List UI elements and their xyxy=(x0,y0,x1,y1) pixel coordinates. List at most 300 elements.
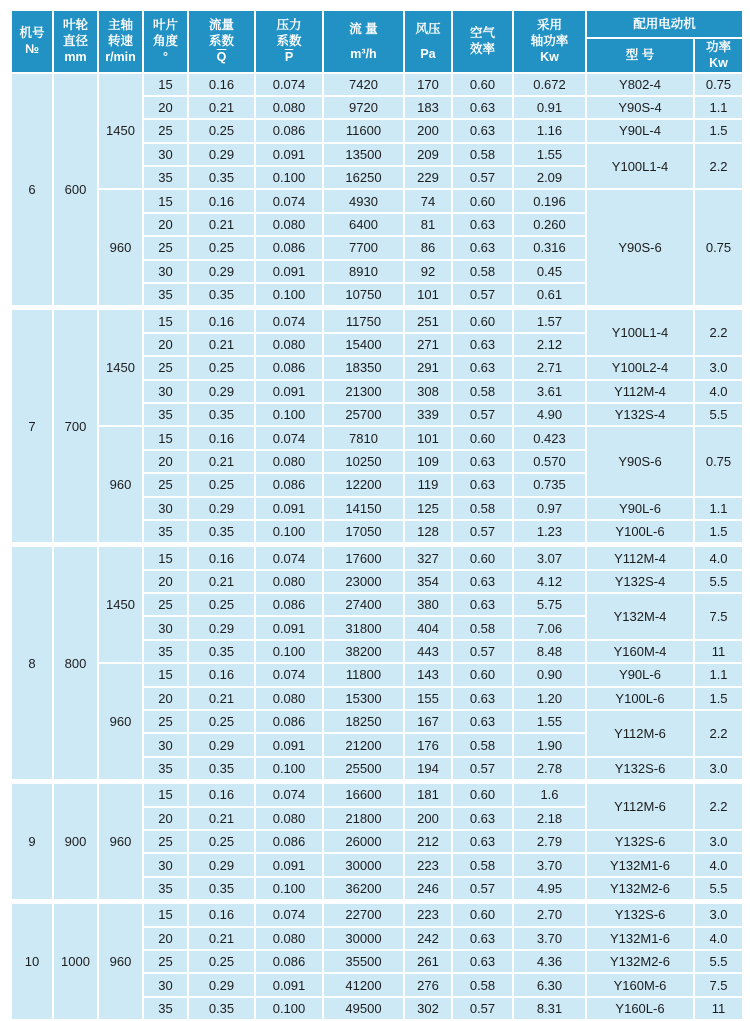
cell-motor-power: 4.0 xyxy=(694,545,743,570)
cell-pressure-coefficient: 0.074 xyxy=(255,73,323,96)
cell-flow-rate: 30000 xyxy=(323,853,404,876)
cell-air-efficiency: 0.57 xyxy=(452,403,513,426)
cell-motor-model: Y90L-6 xyxy=(586,497,694,520)
cell-flow-rate: 25500 xyxy=(323,757,404,782)
cell-air-efficiency: 0.57 xyxy=(452,997,513,1020)
cell-pressure-coefficient: 0.091 xyxy=(255,853,323,876)
cell-flow-rate: 17600 xyxy=(323,545,404,570)
cell-blade-angle: 35 xyxy=(143,283,188,308)
cell-flow-rate: 12200 xyxy=(323,473,404,496)
cell-shaft-power: 1.90 xyxy=(513,733,586,756)
cell-motor-model: Y132S-4 xyxy=(586,570,694,593)
cell-flow-coefficient: 0.29 xyxy=(188,853,255,876)
cell-pressure-coefficient: 0.080 xyxy=(255,570,323,593)
cell-flow-coefficient: 0.35 xyxy=(188,640,255,663)
cell-motor-model: Y90S-6 xyxy=(586,426,694,496)
cell-pressure-coefficient: 0.100 xyxy=(255,877,323,902)
cell-blade-angle: 20 xyxy=(143,927,188,950)
cell-flow-rate: 31800 xyxy=(323,616,404,639)
cell-air-efficiency: 0.63 xyxy=(452,213,513,236)
header-motor-model: 型 号 xyxy=(586,38,694,73)
cell-motor-model: Y100L1-4 xyxy=(586,143,694,190)
cell-motor-model: Y112M-4 xyxy=(586,545,694,570)
cell-pressure-coefficient: 0.086 xyxy=(255,473,323,496)
cell-flow-coefficient: 0.21 xyxy=(188,927,255,950)
cell-wind-pressure: 229 xyxy=(404,166,452,189)
cell-wind-pressure: 339 xyxy=(404,403,452,426)
cell-air-efficiency: 0.63 xyxy=(452,96,513,119)
cell-flow-coefficient: 0.21 xyxy=(188,570,255,593)
cell-shaft-power: 4.90 xyxy=(513,403,586,426)
cell-wind-pressure: 327 xyxy=(404,545,452,570)
cell-shaft-power: 2.71 xyxy=(513,356,586,379)
cell-motor-model: Y132S-4 xyxy=(586,403,694,426)
cell-machine-no: 8 xyxy=(11,545,53,782)
cell-blade-angle: 15 xyxy=(143,426,188,449)
cell-blade-angle: 35 xyxy=(143,640,188,663)
table-row xyxy=(11,902,743,927)
cell-air-efficiency: 0.60 xyxy=(452,782,513,807)
cell-shaft-power: 2.09 xyxy=(513,166,586,189)
cell-motor-power: 7.5 xyxy=(694,593,743,640)
cell-air-efficiency: 0.63 xyxy=(452,333,513,356)
cell-blade-angle: 25 xyxy=(143,356,188,379)
cell-flow-coefficient: 0.35 xyxy=(188,997,255,1020)
cell-flow-rate: 13500 xyxy=(323,143,404,166)
cell-shaft-power: 0.61 xyxy=(513,283,586,308)
cell-shaft-power: 0.316 xyxy=(513,236,586,259)
cell-shaft-power: 3.61 xyxy=(513,380,586,403)
cell-flow-coefficient: 0.35 xyxy=(188,403,255,426)
cell-flow-coefficient: 0.25 xyxy=(188,593,255,616)
cell-flow-coefficient: 0.16 xyxy=(188,782,255,807)
cell-motor-power: 1.1 xyxy=(694,96,743,119)
cell-motor-power: 2.2 xyxy=(694,143,743,190)
cell-wind-pressure: 200 xyxy=(404,807,452,830)
cell-motor-power: 3.0 xyxy=(694,356,743,379)
cell-shaft-power: 1.57 xyxy=(513,308,586,333)
cell-shaft-power: 1.20 xyxy=(513,687,586,710)
cell-wind-pressure: 209 xyxy=(404,143,452,166)
cell-flow-rate: 36200 xyxy=(323,877,404,902)
cell-motor-model: Y90S-6 xyxy=(586,189,694,307)
cell-shaft-power: 2.18 xyxy=(513,807,586,830)
cell-flow-rate: 7420 xyxy=(323,73,404,96)
cell-air-efficiency: 0.57 xyxy=(452,166,513,189)
cell-wind-pressure: 251 xyxy=(404,308,452,333)
cell-air-efficiency: 0.58 xyxy=(452,260,513,283)
cell-shaft-power: 4.95 xyxy=(513,877,586,902)
cell-blade-angle: 30 xyxy=(143,143,188,166)
cell-shaft-power: 3.07 xyxy=(513,545,586,570)
cell-air-efficiency: 0.60 xyxy=(452,902,513,927)
cell-flow-coefficient: 0.29 xyxy=(188,497,255,520)
cell-wind-pressure: 176 xyxy=(404,733,452,756)
cell-pressure-coefficient: 0.074 xyxy=(255,189,323,212)
cell-flow-coefficient: 0.16 xyxy=(188,902,255,927)
cell-blade-angle: 20 xyxy=(143,213,188,236)
cell-shaft-speed: 960 xyxy=(98,782,143,902)
cell-motor-model: Y160L-6 xyxy=(586,997,694,1020)
cell-shaft-power: 0.97 xyxy=(513,497,586,520)
cell-flow-coefficient: 0.35 xyxy=(188,877,255,902)
cell-flow-coefficient: 0.21 xyxy=(188,450,255,473)
cell-flow-rate: 27400 xyxy=(323,593,404,616)
cell-flow-coefficient: 0.29 xyxy=(188,260,255,283)
cell-pressure-coefficient: 0.100 xyxy=(255,997,323,1020)
cell-impeller-diameter: 900 xyxy=(53,782,98,902)
cell-motor-power: 4.0 xyxy=(694,380,743,403)
table-row xyxy=(11,782,743,807)
cell-shaft-power: 0.91 xyxy=(513,96,586,119)
cell-machine-no: 6 xyxy=(11,73,53,308)
cell-air-efficiency: 0.58 xyxy=(452,853,513,876)
cell-shaft-speed: 960 xyxy=(98,426,143,544)
cell-air-efficiency: 0.63 xyxy=(452,356,513,379)
cell-flow-rate: 21300 xyxy=(323,380,404,403)
cell-motor-power: 1.1 xyxy=(694,497,743,520)
cell-wind-pressure: 443 xyxy=(404,640,452,663)
cell-wind-pressure: 167 xyxy=(404,710,452,733)
cell-blade-angle: 30 xyxy=(143,497,188,520)
cell-blade-angle: 35 xyxy=(143,520,188,545)
cell-flow-rate: 35500 xyxy=(323,950,404,973)
cell-air-efficiency: 0.60 xyxy=(452,189,513,212)
cell-shaft-power: 4.36 xyxy=(513,950,586,973)
cell-blade-angle: 30 xyxy=(143,380,188,403)
cell-motor-power: 0.75 xyxy=(694,426,743,496)
cell-air-efficiency: 0.63 xyxy=(452,830,513,853)
cell-air-efficiency: 0.58 xyxy=(452,380,513,403)
cell-air-efficiency: 0.58 xyxy=(452,616,513,639)
cell-wind-pressure: 242 xyxy=(404,927,452,950)
cell-blade-angle: 35 xyxy=(143,403,188,426)
cell-motor-model: Y112M-6 xyxy=(586,710,694,757)
cell-flow-coefficient: 0.25 xyxy=(188,830,255,853)
cell-motor-power: 5.5 xyxy=(694,950,743,973)
cell-flow-rate: 14150 xyxy=(323,497,404,520)
cell-blade-angle: 35 xyxy=(143,997,188,1020)
cell-motor-power: 2.2 xyxy=(694,308,743,356)
cell-flow-rate: 23000 xyxy=(323,570,404,593)
cell-air-efficiency: 0.60 xyxy=(452,663,513,686)
cell-blade-angle: 20 xyxy=(143,450,188,473)
cell-air-efficiency: 0.63 xyxy=(452,593,513,616)
cell-blade-angle: 25 xyxy=(143,119,188,142)
cell-shaft-speed: 1450 xyxy=(98,545,143,663)
cell-blade-angle: 15 xyxy=(143,189,188,212)
cell-wind-pressure: 128 xyxy=(404,520,452,545)
cell-blade-angle: 25 xyxy=(143,473,188,496)
cell-flow-rate: 41200 xyxy=(323,973,404,996)
cell-flow-rate: 22700 xyxy=(323,902,404,927)
cell-air-efficiency: 0.58 xyxy=(452,497,513,520)
cell-wind-pressure: 223 xyxy=(404,902,452,927)
cell-pressure-coefficient: 0.100 xyxy=(255,640,323,663)
cell-flow-rate: 6400 xyxy=(323,213,404,236)
cell-motor-model: Y90S-4 xyxy=(586,96,694,119)
cell-flow-coefficient: 0.16 xyxy=(188,73,255,96)
cell-flow-rate: 10250 xyxy=(323,450,404,473)
cell-flow-rate: 49500 xyxy=(323,997,404,1020)
cell-pressure-coefficient: 0.100 xyxy=(255,757,323,782)
cell-pressure-coefficient: 0.100 xyxy=(255,520,323,545)
header-impeller-diameter: 叶轮 直径 mm xyxy=(53,10,98,73)
cell-motor-power: 3.0 xyxy=(694,830,743,853)
cell-shaft-speed: 960 xyxy=(98,902,143,1020)
cell-blade-angle: 35 xyxy=(143,757,188,782)
cell-air-efficiency: 0.58 xyxy=(452,973,513,996)
cell-shaft-power: 0.196 xyxy=(513,189,586,212)
cell-flow-rate: 7700 xyxy=(323,236,404,259)
cell-flow-rate: 9720 xyxy=(323,96,404,119)
cell-shaft-power: 6.30 xyxy=(513,973,586,996)
cell-air-efficiency: 0.57 xyxy=(452,877,513,902)
cell-flow-rate: 16600 xyxy=(323,782,404,807)
cell-pressure-coefficient: 0.100 xyxy=(255,403,323,426)
cell-shaft-power: 4.12 xyxy=(513,570,586,593)
cell-motor-power: 2.2 xyxy=(694,782,743,830)
cell-motor-model: Y112M-6 xyxy=(586,782,694,830)
cell-flow-coefficient: 0.16 xyxy=(188,545,255,570)
cell-shaft-speed: 1450 xyxy=(98,73,143,190)
cell-motor-model: Y90L-4 xyxy=(586,119,694,142)
cell-pressure-coefficient: 0.074 xyxy=(255,545,323,570)
cell-pressure-coefficient: 0.086 xyxy=(255,830,323,853)
cell-blade-angle: 30 xyxy=(143,853,188,876)
cell-motor-model: Y132M1-6 xyxy=(586,927,694,950)
cell-wind-pressure: 291 xyxy=(404,356,452,379)
cell-flow-rate: 10750 xyxy=(323,283,404,308)
cell-pressure-coefficient: 0.080 xyxy=(255,927,323,950)
cell-flow-rate: 11800 xyxy=(323,663,404,686)
cell-pressure-coefficient: 0.086 xyxy=(255,236,323,259)
cell-wind-pressure: 101 xyxy=(404,283,452,308)
cell-wind-pressure: 212 xyxy=(404,830,452,853)
cell-wind-pressure: 183 xyxy=(404,96,452,119)
cell-motor-power: 4.0 xyxy=(694,927,743,950)
cell-shaft-power: 0.735 xyxy=(513,473,586,496)
cell-flow-coefficient: 0.25 xyxy=(188,356,255,379)
cell-flow-rate: 7810 xyxy=(323,426,404,449)
cell-air-efficiency: 0.57 xyxy=(452,640,513,663)
cell-flow-coefficient: 0.29 xyxy=(188,143,255,166)
cell-motor-power: 1.5 xyxy=(694,119,743,142)
cell-shaft-power: 1.6 xyxy=(513,782,586,807)
header-flow-coefficient: 流量 系数 $\overline{Q}$ xyxy=(188,10,255,73)
cell-air-efficiency: 0.63 xyxy=(452,473,513,496)
cell-flow-rate: 8910 xyxy=(323,260,404,283)
cell-machine-no: 10 xyxy=(11,902,53,1020)
cell-flow-coefficient: 0.35 xyxy=(188,166,255,189)
cell-blade-angle: 25 xyxy=(143,950,188,973)
cell-pressure-coefficient: 0.100 xyxy=(255,283,323,308)
cell-flow-rate: 25700 xyxy=(323,403,404,426)
cell-motor-model: Y132S-6 xyxy=(586,830,694,853)
header-shaft-speed: 主轴 转速 r/min xyxy=(98,10,143,73)
cell-air-efficiency: 0.57 xyxy=(452,283,513,308)
cell-motor-power: 5.5 xyxy=(694,403,743,426)
cell-impeller-diameter: 800 xyxy=(53,545,98,782)
cell-wind-pressure: 181 xyxy=(404,782,452,807)
cell-flow-rate: 11750 xyxy=(323,308,404,333)
cell-pressure-coefficient: 0.086 xyxy=(255,119,323,142)
cell-flow-rate: 4930 xyxy=(323,189,404,212)
cell-flow-coefficient: 0.16 xyxy=(188,189,255,212)
cell-flow-rate: 30000 xyxy=(323,927,404,950)
cell-blade-angle: 15 xyxy=(143,782,188,807)
fan-spec-table xyxy=(10,9,744,1021)
cell-shaft-power: 1.55 xyxy=(513,710,586,733)
cell-pressure-coefficient: 0.091 xyxy=(255,380,323,403)
cell-blade-angle: 30 xyxy=(143,616,188,639)
cell-flow-coefficient: 0.21 xyxy=(188,333,255,356)
cell-blade-angle: 25 xyxy=(143,830,188,853)
cell-motor-model: Y160M-4 xyxy=(586,640,694,663)
cell-blade-angle: 20 xyxy=(143,96,188,119)
cell-shaft-power: 0.90 xyxy=(513,663,586,686)
cell-flow-coefficient: 0.25 xyxy=(188,473,255,496)
cell-motor-power: 11 xyxy=(694,997,743,1020)
cell-air-efficiency: 0.57 xyxy=(452,757,513,782)
cell-air-efficiency: 0.63 xyxy=(452,927,513,950)
cell-pressure-coefficient: 0.074 xyxy=(255,308,323,333)
cell-motor-power: 7.5 xyxy=(694,973,743,996)
cell-wind-pressure: 101 xyxy=(404,426,452,449)
cell-air-efficiency: 0.63 xyxy=(452,236,513,259)
cell-motor-model: Y132M1-6 xyxy=(586,853,694,876)
cell-shaft-power: 1.16 xyxy=(513,119,586,142)
cell-motor-power: 0.75 xyxy=(694,189,743,307)
cell-motor-model: Y100L-6 xyxy=(586,687,694,710)
cell-flow-coefficient: 0.29 xyxy=(188,973,255,996)
cell-pressure-coefficient: 0.091 xyxy=(255,616,323,639)
cell-wind-pressure: 155 xyxy=(404,687,452,710)
cell-air-efficiency: 0.63 xyxy=(452,119,513,142)
cell-blade-angle: 30 xyxy=(143,260,188,283)
cell-motor-model: Y90L-6 xyxy=(586,663,694,686)
table-row xyxy=(11,545,743,570)
cell-motor-power: 5.5 xyxy=(694,570,743,593)
cell-wind-pressure: 276 xyxy=(404,973,452,996)
cell-shaft-power: 8.31 xyxy=(513,997,586,1020)
cell-wind-pressure: 271 xyxy=(404,333,452,356)
cell-flow-coefficient: 0.35 xyxy=(188,283,255,308)
cell-flow-coefficient: 0.21 xyxy=(188,807,255,830)
cell-pressure-coefficient: 0.080 xyxy=(255,687,323,710)
cell-impeller-diameter: 1000 xyxy=(53,902,98,1020)
cell-air-efficiency: 0.63 xyxy=(452,570,513,593)
cell-wind-pressure: 143 xyxy=(404,663,452,686)
cell-flow-coefficient: 0.21 xyxy=(188,213,255,236)
cell-shaft-power: 1.55 xyxy=(513,143,586,166)
cell-motor-model: Y132M2-6 xyxy=(586,950,694,973)
cell-motor-model: Y132M-4 xyxy=(586,593,694,640)
cell-blade-angle: 25 xyxy=(143,593,188,616)
cell-shaft-speed: 960 xyxy=(98,189,143,307)
header-air-efficiency: 空气 效率 xyxy=(452,10,513,73)
cell-shaft-power: 5.75 xyxy=(513,593,586,616)
table-row xyxy=(11,308,743,333)
cell-flow-coefficient: 0.25 xyxy=(188,236,255,259)
cell-blade-angle: 25 xyxy=(143,236,188,259)
cell-shaft-power: 0.260 xyxy=(513,213,586,236)
cell-wind-pressure: 380 xyxy=(404,593,452,616)
cell-flow-rate: 38200 xyxy=(323,640,404,663)
cell-blade-angle: 20 xyxy=(143,333,188,356)
cell-air-efficiency: 0.58 xyxy=(452,143,513,166)
cell-air-efficiency: 0.58 xyxy=(452,733,513,756)
cell-shaft-power: 2.70 xyxy=(513,902,586,927)
cell-air-efficiency: 0.60 xyxy=(452,545,513,570)
cell-blade-angle: 35 xyxy=(143,166,188,189)
cell-pressure-coefficient: 0.086 xyxy=(255,593,323,616)
header-motor-power: 功率 Kw xyxy=(694,38,743,73)
cell-shaft-power: 0.45 xyxy=(513,260,586,283)
cell-motor-model: Y100L-6 xyxy=(586,520,694,545)
header-wind-pressure: 风压 Pa xyxy=(404,10,452,73)
cell-flow-rate: 17050 xyxy=(323,520,404,545)
cell-motor-power: 5.5 xyxy=(694,877,743,902)
cell-wind-pressure: 125 xyxy=(404,497,452,520)
cell-air-efficiency: 0.63 xyxy=(452,710,513,733)
cell-blade-angle: 30 xyxy=(143,973,188,996)
cell-pressure-coefficient: 0.091 xyxy=(255,733,323,756)
cell-wind-pressure: 354 xyxy=(404,570,452,593)
cell-pressure-coefficient: 0.080 xyxy=(255,807,323,830)
cell-shaft-power: 3.70 xyxy=(513,853,586,876)
cell-shaft-power: 2.12 xyxy=(513,333,586,356)
cell-motor-power: 11 xyxy=(694,640,743,663)
header-pressure-coefficient: 压力 系数 $\overline{P}$ xyxy=(255,10,323,73)
cell-impeller-diameter: 700 xyxy=(53,308,98,545)
cell-motor-power: 4.0 xyxy=(694,853,743,876)
cell-flow-coefficient: 0.25 xyxy=(188,950,255,973)
cell-wind-pressure: 109 xyxy=(404,450,452,473)
table-body xyxy=(11,73,743,1021)
cell-motor-power: 1.5 xyxy=(694,687,743,710)
cell-flow-rate: 16250 xyxy=(323,166,404,189)
cell-blade-angle: 20 xyxy=(143,687,188,710)
cell-shaft-speed: 1450 xyxy=(98,308,143,426)
cell-flow-rate: 15400 xyxy=(323,333,404,356)
cell-wind-pressure: 86 xyxy=(404,236,452,259)
cell-shaft-power: 8.48 xyxy=(513,640,586,663)
cell-shaft-power: 0.672 xyxy=(513,73,586,96)
header-shaft-power: 采用 轴功率 Kw xyxy=(513,10,586,73)
table-row xyxy=(11,73,743,96)
cell-pressure-coefficient: 0.080 xyxy=(255,333,323,356)
header-motor-group: 配用电动机 xyxy=(586,10,743,38)
cell-wind-pressure: 92 xyxy=(404,260,452,283)
cell-wind-pressure: 81 xyxy=(404,213,452,236)
cell-pressure-coefficient: 0.091 xyxy=(255,143,323,166)
cell-air-efficiency: 0.60 xyxy=(452,73,513,96)
cell-blade-angle: 20 xyxy=(143,807,188,830)
cell-flow-rate: 18350 xyxy=(323,356,404,379)
cell-motor-model: Y132M2-6 xyxy=(586,877,694,902)
cell-flow-rate: 18250 xyxy=(323,710,404,733)
cell-flow-coefficient: 0.25 xyxy=(188,119,255,142)
cell-pressure-coefficient: 0.074 xyxy=(255,426,323,449)
cell-wind-pressure: 261 xyxy=(404,950,452,973)
cell-flow-coefficient: 0.35 xyxy=(188,520,255,545)
cell-wind-pressure: 200 xyxy=(404,119,452,142)
cell-machine-no: 7 xyxy=(11,308,53,545)
cell-blade-angle: 30 xyxy=(143,733,188,756)
cell-pressure-coefficient: 0.086 xyxy=(255,356,323,379)
cell-blade-angle: 15 xyxy=(143,902,188,927)
